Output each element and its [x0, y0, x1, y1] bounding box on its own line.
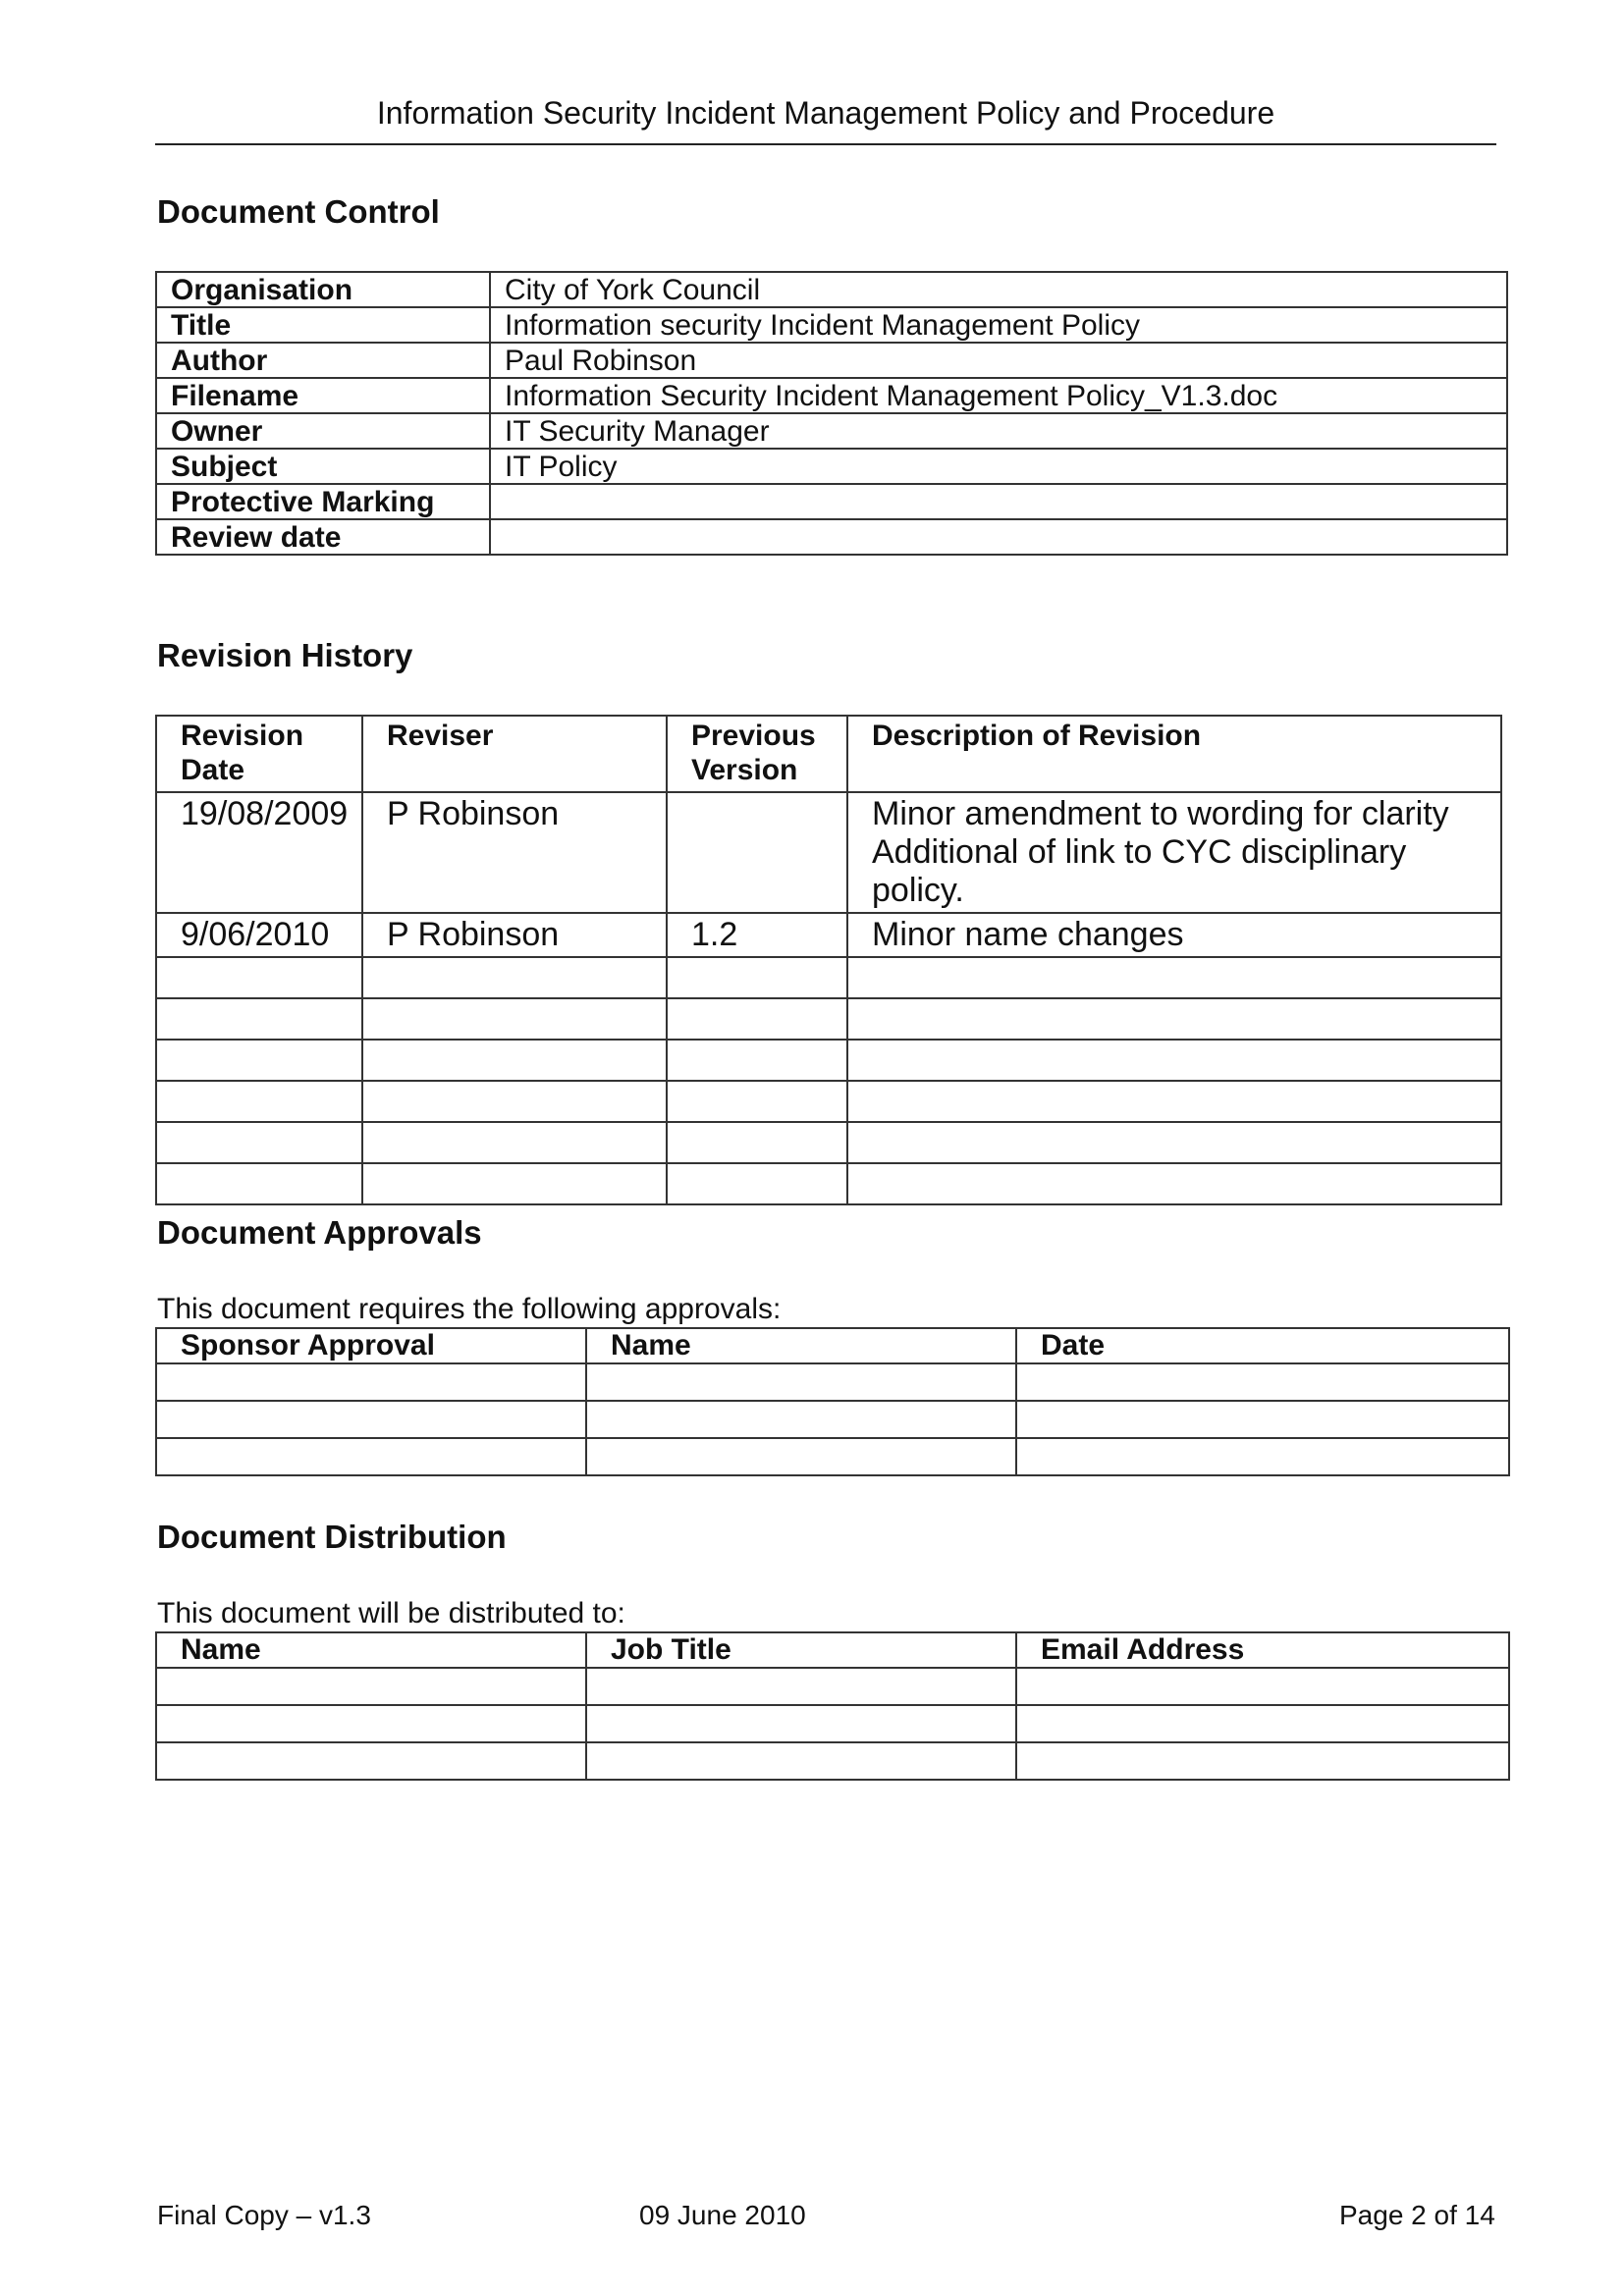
revision-date: 9/06/2010 — [156, 913, 362, 957]
column-header: Job Title — [586, 1632, 1016, 1668]
empty-row — [156, 957, 1501, 998]
approvals-intro: This document requires the following approvals: — [157, 1293, 782, 1325]
empty-row — [156, 1438, 1509, 1475]
table-row — [156, 307, 1507, 343]
subject-label: Subject — [156, 449, 490, 484]
document-distribution-heading: Document Distribution — [157, 1519, 507, 1555]
column-header: Email Address — [1016, 1632, 1509, 1668]
column-header: Name — [586, 1328, 1016, 1363]
subject-value: IT Policy — [490, 449, 1507, 484]
title-value: Information security Incident Management Policy — [490, 307, 1507, 343]
reviser: P Robinson — [362, 792, 667, 913]
empty-row — [156, 1363, 1509, 1401]
previous-version — [667, 792, 847, 913]
empty-row — [156, 998, 1501, 1040]
table-row — [156, 792, 1501, 913]
column-header: Description of Revision — [847, 716, 1501, 792]
filename-label: Filename — [156, 378, 490, 413]
revision-history-heading: Revision History — [157, 637, 413, 673]
column-header: Reviser — [362, 716, 667, 792]
page-header: Information Security Incident Management Policy and Procedure — [155, 90, 1496, 145]
title-label: Title — [156, 307, 490, 343]
footer-date: 09 June 2010 — [639, 2200, 806, 2230]
empty-row — [156, 1705, 1509, 1742]
organisation-value: City of York Council — [490, 272, 1507, 307]
previous-version: 1.2 — [667, 913, 847, 957]
empty-row — [156, 1668, 1509, 1705]
empty-row — [156, 1163, 1501, 1204]
document-distribution-table — [155, 1631, 1510, 1781]
column-header: Revision Date — [156, 716, 362, 792]
table-row — [156, 378, 1507, 413]
table-header-row — [156, 1328, 1509, 1363]
document-control-table — [155, 271, 1508, 556]
owner-label: Owner — [156, 413, 490, 449]
footer-page-number: Page 2 of 14 — [1339, 2200, 1495, 2230]
revision-description: Minor amendment to wording for clarity Additional of link to CYC disciplinary policy. — [847, 792, 1501, 913]
column-header: Name — [156, 1632, 586, 1668]
protective-marking-label: Protective Marking — [156, 484, 490, 519]
empty-row — [156, 1040, 1501, 1081]
document-approvals-table — [155, 1327, 1510, 1476]
author-label: Author — [156, 343, 490, 378]
revision-description: Minor name changes — [847, 913, 1501, 957]
organisation-label: Organisation — [156, 272, 490, 307]
table-row — [156, 484, 1507, 519]
review-date-value — [490, 519, 1507, 555]
empty-row — [156, 1081, 1501, 1122]
table-row — [156, 519, 1507, 555]
document-control-heading: Document Control — [157, 193, 440, 230]
empty-row — [156, 1742, 1509, 1780]
review-date-label: Review date — [156, 519, 490, 555]
table-row — [156, 413, 1507, 449]
column-header: Previous Version — [667, 716, 847, 792]
column-header: Date — [1016, 1328, 1509, 1363]
filename-value: Information Security Incident Management Policy_V1.3.doc — [490, 378, 1507, 413]
table-row — [156, 449, 1507, 484]
revision-history-table — [155, 715, 1502, 1205]
distribution-intro: This document will be distributed to: — [157, 1597, 625, 1629]
empty-row — [156, 1401, 1509, 1438]
revision-date: 19/08/2009 — [156, 792, 362, 913]
table-header-row — [156, 716, 1501, 792]
table-row — [156, 913, 1501, 957]
table-row — [156, 343, 1507, 378]
reviser: P Robinson — [362, 913, 667, 957]
footer-version: Final Copy – v1.3 — [157, 2200, 371, 2230]
author-value: Paul Robinson — [490, 343, 1507, 378]
document-approvals-heading: Document Approvals — [157, 1214, 482, 1251]
table-row — [156, 272, 1507, 307]
empty-row — [156, 1122, 1501, 1163]
column-header: Sponsor Approval — [156, 1328, 586, 1363]
table-header-row — [156, 1632, 1509, 1668]
protective-marking-value — [490, 484, 1507, 519]
owner-value: IT Security Manager — [490, 413, 1507, 449]
